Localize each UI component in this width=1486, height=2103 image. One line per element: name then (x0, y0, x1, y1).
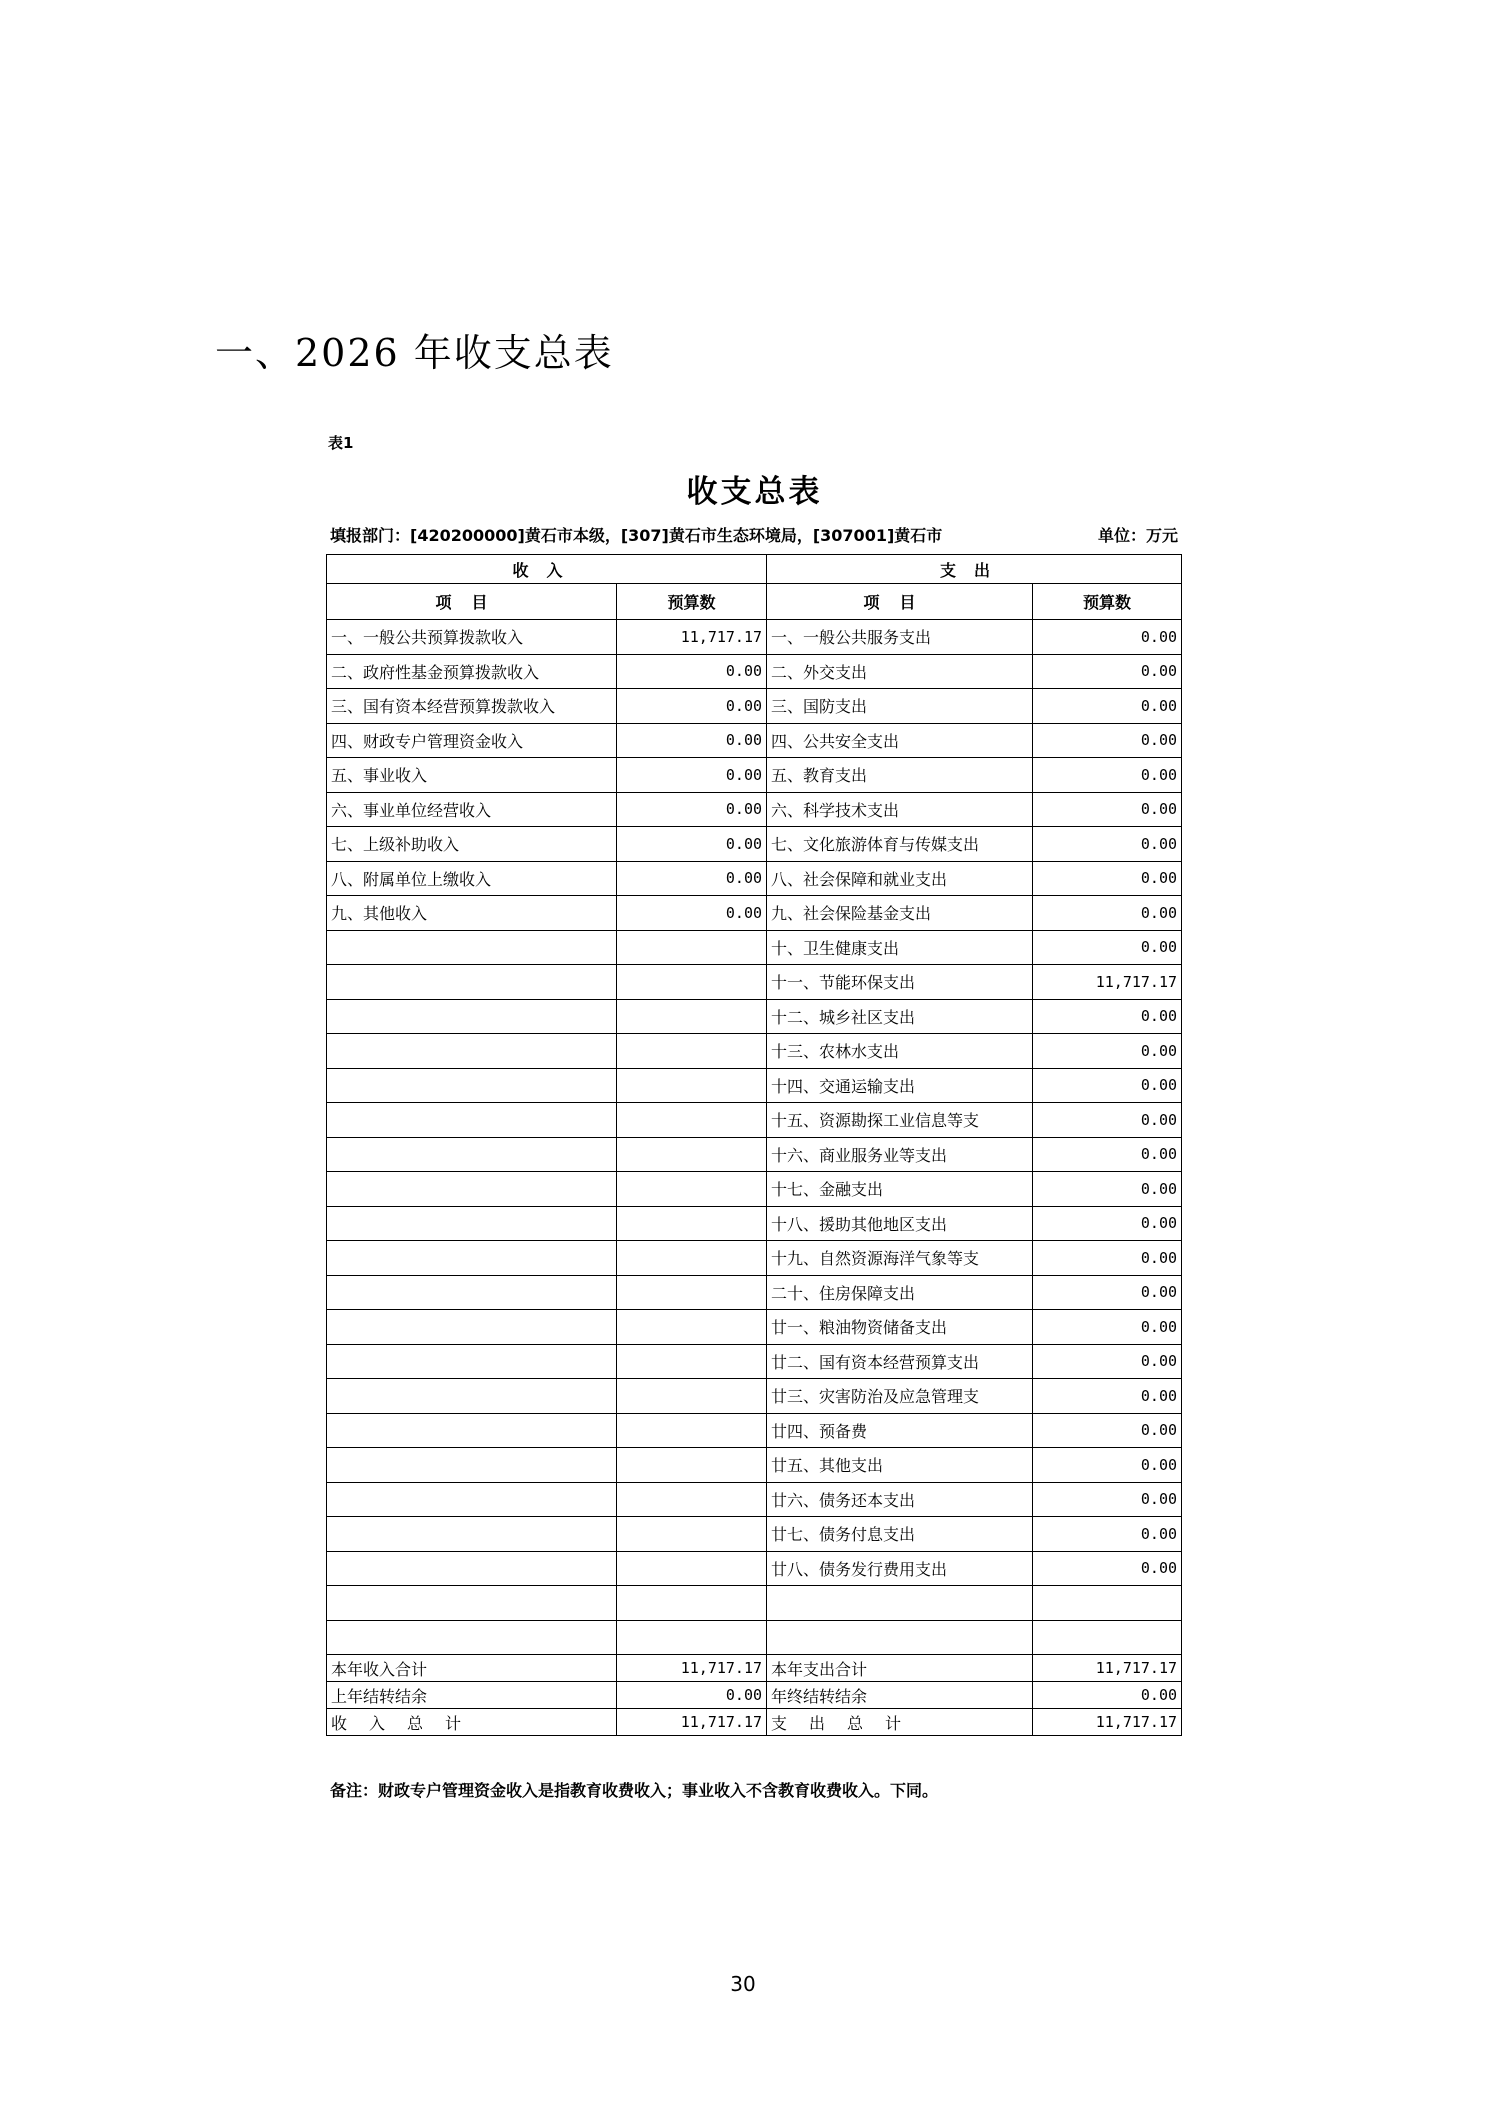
table-row (327, 1275, 1182, 1310)
income-item-cell: 五、事业收入 (327, 758, 617, 793)
expense-value-cell: 0.00 (1033, 1103, 1182, 1138)
fill-info-line (330, 523, 1180, 546)
table-row (327, 896, 1182, 931)
income-item-cell (327, 965, 617, 1000)
income-item-cell (327, 1034, 617, 1069)
table-number: 表1 (328, 434, 354, 452)
income-value-cell: 0.00 (617, 861, 767, 896)
income-value-cell: 11,717.17 (617, 1709, 767, 1736)
expense-value-cell: 0.00 (1033, 689, 1182, 724)
expense-item-cell: 十八、援助其他地区支出 (767, 1206, 1033, 1241)
expense-value-cell: 0.00 (1033, 1682, 1182, 1709)
expense-value-cell: 0.00 (1033, 723, 1182, 758)
income-value-cell (617, 1344, 767, 1379)
income-value-cell (617, 965, 767, 1000)
income-value-cell (617, 1482, 767, 1517)
income-value-cell (617, 1137, 767, 1172)
expense-value-cell: 0.00 (1033, 1034, 1182, 1069)
page-number: 30 (730, 1972, 756, 1996)
expense-item-cell: 本年支出合计 (767, 1655, 1033, 1682)
table-row (327, 1344, 1182, 1379)
table-row (327, 1517, 1182, 1552)
table-row (327, 999, 1182, 1034)
income-value-cell (617, 1379, 767, 1414)
table-row (327, 620, 1182, 655)
table-row (327, 827, 1182, 862)
income-item-cell (327, 1448, 617, 1483)
income-item-cell: 上年结转结余 (327, 1682, 617, 1709)
income-value-cell (617, 1620, 767, 1655)
income-value-cell (617, 1034, 767, 1069)
expense-value-cell: 0.00 (1033, 1379, 1182, 1414)
expense-item-cell: 年终结转结余 (767, 1682, 1033, 1709)
table-row (327, 1620, 1182, 1655)
expense-item-cell: 十、卫生健康支出 (767, 930, 1033, 965)
expense-item-cell: 二、外交支出 (767, 654, 1033, 689)
header-expense: 支出 (767, 555, 1182, 584)
income-item-cell (327, 1379, 617, 1414)
income-item-cell (327, 1137, 617, 1172)
income-item-cell: 一、一般公共预算拨款收入 (327, 620, 617, 655)
table-row (327, 792, 1182, 827)
expense-value-cell: 0.00 (1033, 1275, 1182, 1310)
header-income-item: 项目 (327, 584, 617, 620)
income-value-cell (617, 1206, 767, 1241)
expense-item-cell: 十四、交通运输支出 (767, 1068, 1033, 1103)
table-row (327, 1103, 1182, 1138)
expense-item-cell: 七、文化旅游体育与传媒支出 (767, 827, 1033, 862)
table-row (327, 723, 1182, 758)
header-expense-budget: 预算数 (1033, 584, 1182, 620)
expense-value-cell: 0.00 (1033, 1310, 1182, 1345)
income-item-cell (327, 1206, 617, 1241)
income-value-cell: 0.00 (617, 689, 767, 724)
income-item-cell: 本年收入合计 (327, 1655, 617, 1682)
header-income-budget: 预算数 (617, 584, 767, 620)
expense-value-cell: 0.00 (1033, 620, 1182, 655)
expense-item-cell: 三、国防支出 (767, 689, 1033, 724)
income-value-cell (617, 1586, 767, 1621)
expense-item-cell (767, 1620, 1033, 1655)
income-value-cell: 11,717.17 (617, 1655, 767, 1682)
table-row (327, 1655, 1182, 1682)
income-value-cell (617, 1310, 767, 1345)
income-value-cell: 0.00 (617, 723, 767, 758)
expense-item-cell: 十二、城乡社区支出 (767, 999, 1033, 1034)
income-item-cell: 收入总计 (327, 1709, 617, 1736)
expense-item-cell: 十一、节能环保支出 (767, 965, 1033, 1000)
expense-value-cell: 0.00 (1033, 827, 1182, 862)
table-row (327, 965, 1182, 1000)
expense-item-cell: 八、社会保障和就业支出 (767, 861, 1033, 896)
table-row (327, 1310, 1182, 1345)
income-item-cell (327, 1413, 617, 1448)
income-value-cell (617, 1103, 767, 1138)
table-note: 备注：财政专户管理资金收入是指教育收费收入；事业收入不含教育收费收入。下同。 (330, 1781, 939, 1800)
income-value-cell: 0.00 (617, 758, 767, 793)
table-row (327, 1206, 1182, 1241)
table-row (327, 930, 1182, 965)
expense-item-cell: 十六、商业服务业等支出 (767, 1137, 1033, 1172)
expense-value-cell: 0.00 (1033, 930, 1182, 965)
income-item-cell (327, 1103, 617, 1138)
unit-label: 单位：万元 (1097, 526, 1178, 545)
income-item-cell (327, 1586, 617, 1621)
income-item-cell (327, 1241, 617, 1276)
income-item-cell (327, 1172, 617, 1207)
table-row (327, 1034, 1182, 1069)
expense-item-cell: 十九、自然资源海洋气象等支 (767, 1241, 1033, 1276)
expense-value-cell: 0.00 (1033, 1068, 1182, 1103)
income-value-cell: 0.00 (617, 1682, 767, 1709)
income-value-cell: 11,717.17 (617, 620, 767, 655)
table-row (327, 1172, 1182, 1207)
table-row (327, 1482, 1182, 1517)
income-value-cell (617, 930, 767, 965)
income-item-cell (327, 1551, 617, 1586)
expense-item-cell: 支出总计 (767, 1709, 1033, 1736)
table-row (327, 1241, 1182, 1276)
income-item-cell (327, 1310, 617, 1345)
expense-value-cell: 0.00 (1033, 654, 1182, 689)
expense-value-cell: 11,717.17 (1033, 1709, 1182, 1736)
expense-value-cell: 0.00 (1033, 1551, 1182, 1586)
expense-item-cell: 廿五、其他支出 (767, 1448, 1033, 1483)
income-item-cell (327, 1275, 617, 1310)
income-value-cell (617, 1413, 767, 1448)
expense-value-cell: 0.00 (1033, 1448, 1182, 1483)
income-item-cell: 二、政府性基金预算拨款收入 (327, 654, 617, 689)
income-item-cell: 四、财政专户管理资金收入 (327, 723, 617, 758)
expense-item-cell: 十七、金融支出 (767, 1172, 1033, 1207)
expense-item-cell: 六、科学技术支出 (767, 792, 1033, 827)
table-row (327, 1448, 1182, 1483)
table-row (327, 654, 1182, 689)
income-item-cell: 八、附属单位上缴收入 (327, 861, 617, 896)
expense-value-cell (1033, 1620, 1182, 1655)
section-heading: 一、2026 年收支总表 (215, 331, 614, 375)
income-item-cell (327, 1620, 617, 1655)
expense-item-cell: 廿八、债务发行费用支出 (767, 1551, 1033, 1586)
income-value-cell (617, 1517, 767, 1552)
expense-value-cell: 0.00 (1033, 1413, 1182, 1448)
expense-value-cell: 0.00 (1033, 1137, 1182, 1172)
expense-item-cell: 五、教育支出 (767, 758, 1033, 793)
expense-item-cell: 廿七、债务付息支出 (767, 1517, 1033, 1552)
table-row (327, 689, 1182, 724)
income-value-cell (617, 1448, 767, 1483)
expense-item-cell: 廿六、债务还本支出 (767, 1482, 1033, 1517)
expense-value-cell: 0.00 (1033, 999, 1182, 1034)
expense-value-cell: 11,717.17 (1033, 965, 1182, 1000)
expense-item-cell: 廿一、粮油物资储备支出 (767, 1310, 1033, 1345)
income-item-cell (327, 999, 617, 1034)
expense-item-cell: 十五、资源勘探工业信息等支 (767, 1103, 1033, 1138)
expense-value-cell: 0.00 (1033, 896, 1182, 931)
expense-item-cell: 一、一般公共服务支出 (767, 620, 1033, 655)
expense-value-cell: 0.00 (1033, 861, 1182, 896)
income-item-cell (327, 1517, 617, 1552)
table-row (327, 1379, 1182, 1414)
table-row (327, 1137, 1182, 1172)
expense-value-cell: 11,717.17 (1033, 1655, 1182, 1682)
table-row (327, 1709, 1182, 1736)
table-header-row-1 (327, 555, 1182, 584)
header-income: 收入 (327, 555, 767, 584)
income-value-cell (617, 1068, 767, 1103)
income-value-cell (617, 1551, 767, 1586)
income-item-cell (327, 1482, 617, 1517)
expense-value-cell (1033, 1586, 1182, 1621)
income-item-cell: 六、事业单位经营收入 (327, 792, 617, 827)
expense-value-cell: 0.00 (1033, 1344, 1182, 1379)
income-value-cell (617, 1275, 767, 1310)
income-value-cell: 0.00 (617, 792, 767, 827)
expense-item-cell: 二十、住房保障支出 (767, 1275, 1033, 1310)
expense-item-cell: 廿四、预备费 (767, 1413, 1033, 1448)
table-title: 收支总表 (686, 474, 823, 510)
income-value-cell (617, 1241, 767, 1276)
expense-value-cell: 0.00 (1033, 1241, 1182, 1276)
income-expense-summary-table (326, 554, 1182, 1736)
expense-value-cell: 0.00 (1033, 1206, 1182, 1241)
table-row (327, 1586, 1182, 1621)
expense-value-cell: 0.00 (1033, 758, 1182, 793)
expense-item-cell: 九、社会保险基金支出 (767, 896, 1033, 931)
expense-value-cell: 0.00 (1033, 1517, 1182, 1552)
expense-value-cell: 0.00 (1033, 1172, 1182, 1207)
expense-value-cell: 0.00 (1033, 792, 1182, 827)
fill-department: 填报部门：[420200000]黄石市本级，[307]黄石市生态环境局，[307001]黄石市 (330, 526, 943, 545)
expense-item-cell (767, 1586, 1033, 1621)
income-value-cell: 0.00 (617, 896, 767, 931)
expense-item-cell: 十三、农林水支出 (767, 1034, 1033, 1069)
expense-item-cell: 四、公共安全支出 (767, 723, 1033, 758)
table-row (327, 861, 1182, 896)
income-value-cell (617, 999, 767, 1034)
table-header-row-2 (327, 584, 1182, 620)
income-value-cell: 0.00 (617, 827, 767, 862)
header-expense-item: 项目 (767, 584, 1033, 620)
income-item-cell: 九、其他收入 (327, 896, 617, 931)
table-row (327, 1551, 1182, 1586)
income-item-cell: 三、国有资本经营预算拨款收入 (327, 689, 617, 724)
expense-value-cell: 0.00 (1033, 1482, 1182, 1517)
expense-item-cell: 廿三、灾害防治及应急管理支 (767, 1379, 1033, 1414)
table-row (327, 1682, 1182, 1709)
table-row (327, 1413, 1182, 1448)
expense-item-cell: 廿二、国有资本经营预算支出 (767, 1344, 1033, 1379)
income-item-cell: 七、上级补助收入 (327, 827, 617, 862)
table-row (327, 758, 1182, 793)
income-value-cell (617, 1172, 767, 1207)
income-value-cell: 0.00 (617, 654, 767, 689)
income-item-cell (327, 1068, 617, 1103)
table-row (327, 1068, 1182, 1103)
income-item-cell (327, 1344, 617, 1379)
income-item-cell (327, 930, 617, 965)
